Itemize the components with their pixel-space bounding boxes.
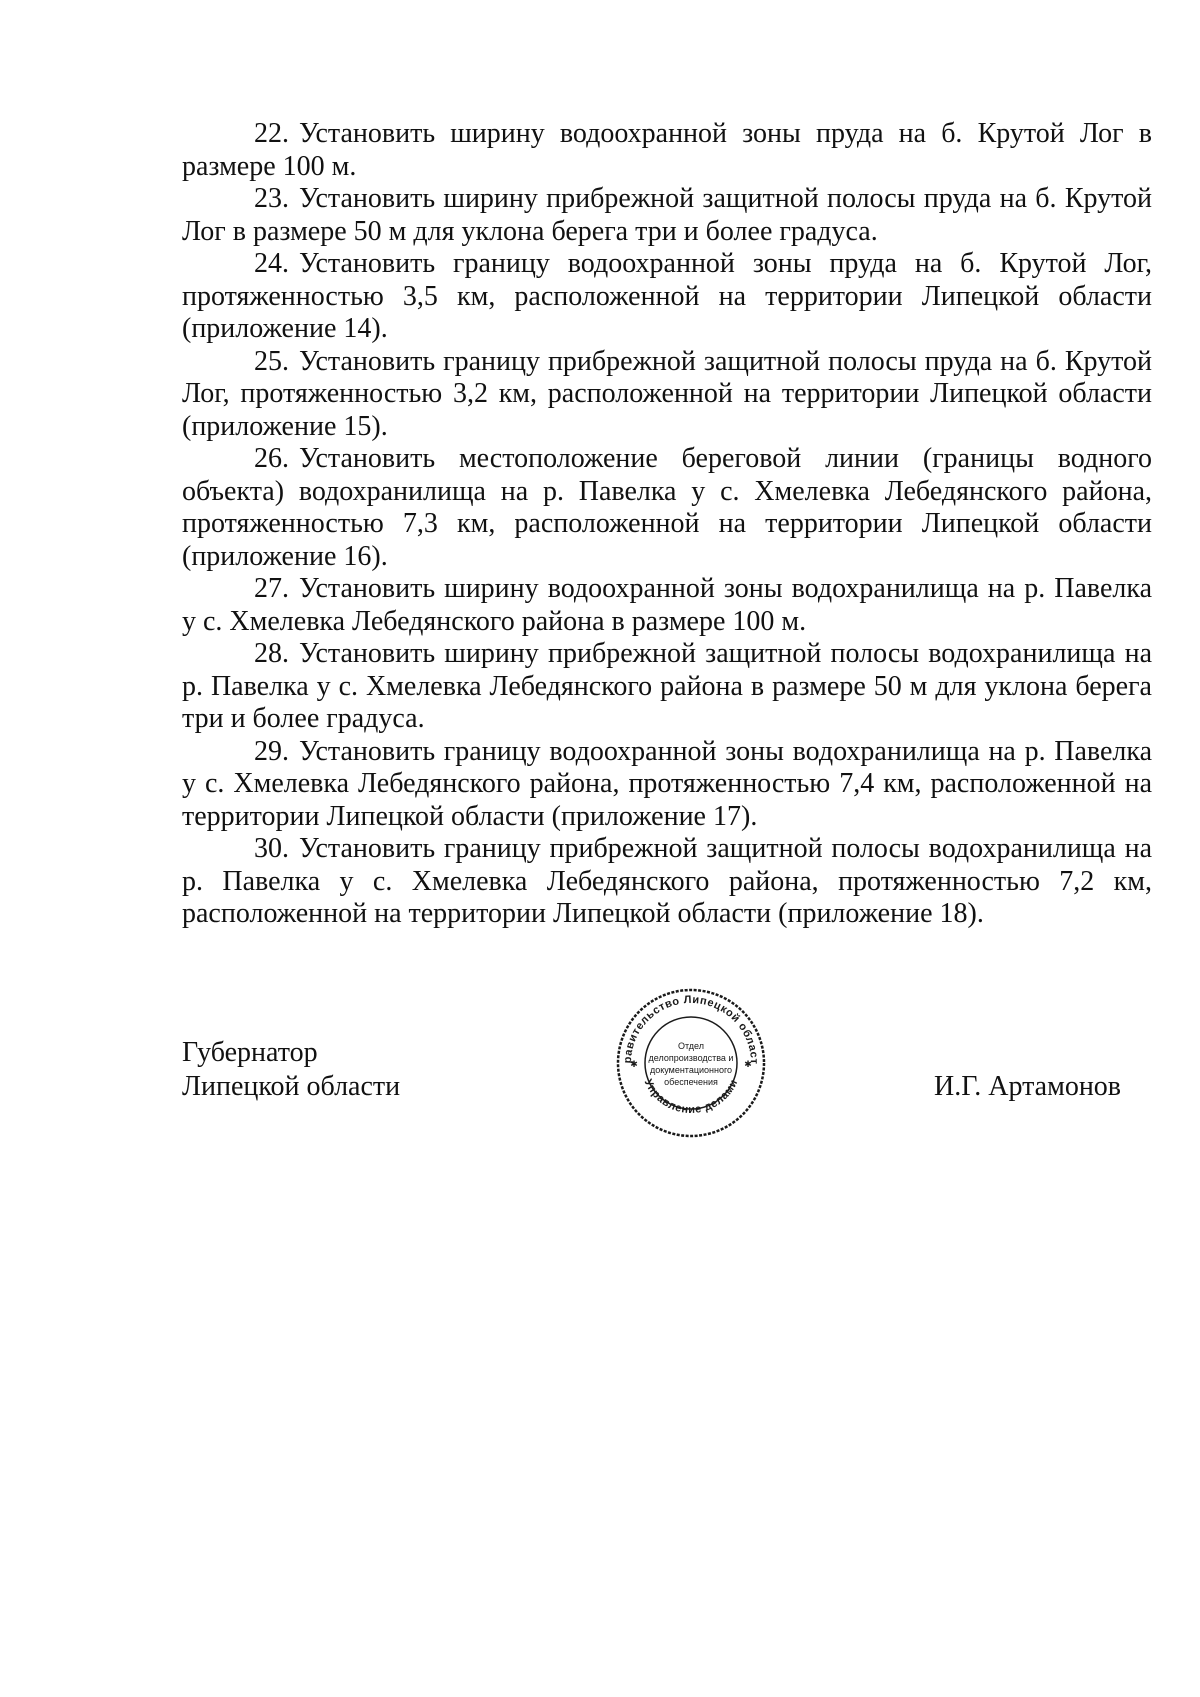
clause-text: Установить границу водоохранной зоны пруда на б. Крутой Лог, протяженностью 3,5 км, расположенной на территории Липецкой области (приложение 14). <box>182 248 1152 344</box>
clause-number: 30. <box>254 833 289 864</box>
clause-number: 27. <box>254 573 289 604</box>
clause-text: Установить границу прибрежной защитной полосы пруда на б. Крутой Лог, протяженностью 3,2 км, расположенной на территории Липецкой области (приложение 15). <box>182 345 1152 442</box>
clause-paragraph <box>182 183 1152 248</box>
stamp-ring-bottom-text: Управление делами <box>641 1077 741 1117</box>
clause-paragraph <box>182 118 1152 183</box>
decree-clauses <box>182 118 1152 931</box>
clause-number: 24. <box>254 248 289 279</box>
clause-paragraph <box>182 833 1152 931</box>
signature-position-line2: Липецкой области <box>182 1071 401 1102</box>
stamp-ring-top-text: равительство Липецкой област <box>621 993 761 1065</box>
stamp-center-line: Отдел <box>677 1041 705 1051</box>
clause-number: 29. <box>254 735 289 767</box>
clause-number: 22. <box>254 118 289 149</box>
clause-text: Установить ширину водоохранной зоны водохранилища на р. Павелка у с. Хмелевка Лебедянского района в размере 100 м. <box>182 573 1152 637</box>
clause-text: Установить границу водоохранной зоны водохранилища на р. Павелка у с. Хмелевка Лебедянского района, протяженностью 7,4 км, расположенной на территории Липецкой области (приложение 17). <box>182 735 1152 832</box>
clause-number: 25. <box>254 345 289 377</box>
clause-text: Установить границу прибрежной защитной полосы водохранилища на р. Павелка у с. Хмелевка Лебедянского района, протяженностью 7,2 км, расположенной на территории Липецкой области (приложение 18). <box>182 833 1152 929</box>
signature-position <box>182 1036 400 1104</box>
stamp-star-left-icon: ✱ <box>630 1059 638 1069</box>
clause-number: 26. <box>254 443 289 474</box>
stamp-center-line: документационного <box>649 1065 733 1075</box>
clause-paragraph <box>182 248 1152 346</box>
clause-text: Установить ширину прибрежной защитной полосы водохранилища на р. Павелка у с. Хмелевка Лебедянского района в размере 50 м для уклона берега три и более градуса. <box>182 638 1152 734</box>
signature-name: И.Г. Артамонов <box>934 1071 1122 1102</box>
clause-paragraph <box>182 638 1152 736</box>
stamp-star-right-icon: ✱ <box>744 1059 752 1069</box>
clause-paragraph <box>182 573 1152 638</box>
clause-paragraph <box>182 443 1152 573</box>
stamp-center-line: обеспечения <box>664 1077 718 1087</box>
office-stamp <box>614 986 768 1140</box>
clause-text: Установить местоположение береговой линии (границы водного объекта) водохранилища на р. Павелка у с. Хмелевка Лебедянского района, протяженностью 7,3 км, расположенной на территории Липецкой области (приложение 16). <box>182 443 1152 572</box>
clause-number: 28. <box>254 638 289 669</box>
clause-paragraph <box>182 736 1152 834</box>
clause-text: Установить ширину водоохранной зоны пруда на б. Крутой Лог в размере 100 м. <box>182 118 1152 182</box>
clause-paragraph <box>182 346 1152 444</box>
stamp-center-line: делопроизводства и <box>648 1053 734 1063</box>
clause-number: 23. <box>254 183 289 214</box>
clause-text: Установить ширину прибрежной защитной полосы пруда на б. Крутой Лог в размере 50 м для уклона берега три и более градуса. <box>182 183 1152 247</box>
signature-position-line1: Губернатор <box>182 1037 318 1068</box>
